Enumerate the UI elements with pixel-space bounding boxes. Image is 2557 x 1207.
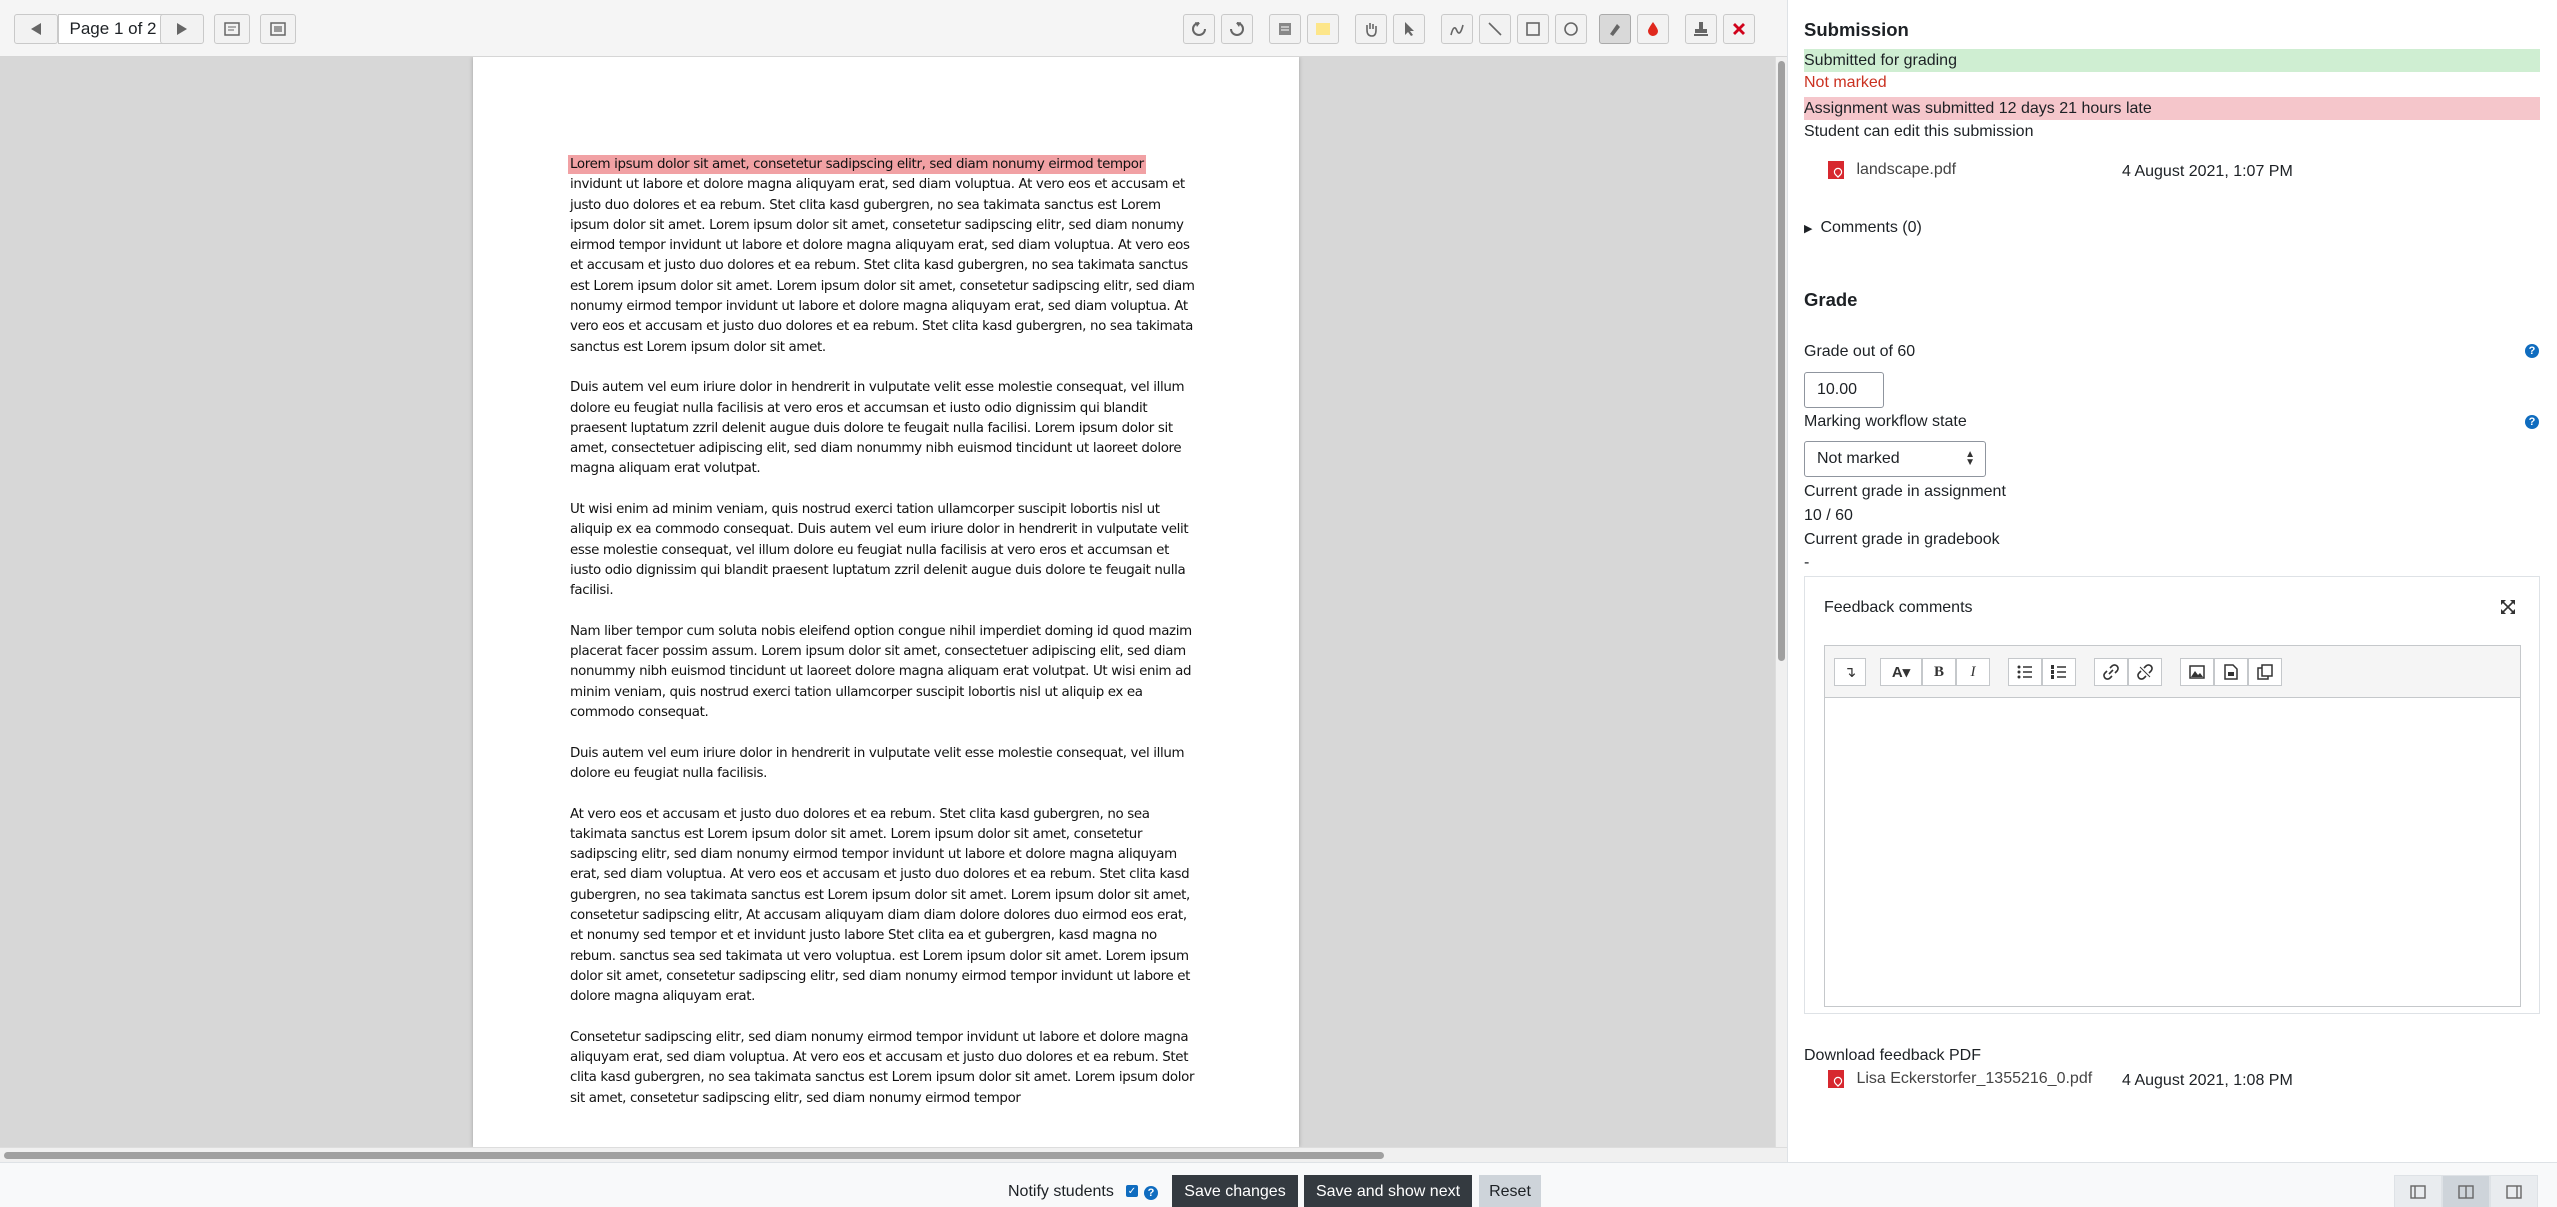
- media-file-icon: [2224, 664, 2238, 680]
- submission-file-date: 4 August 2021, 1:07 PM: [2122, 163, 2293, 180]
- save-changes-button[interactable]: Save changes: [1172, 1175, 1298, 1207]
- edit-notice: Student can edit this submission: [1804, 123, 2034, 140]
- current-grade-gradebook-label: Current grade in gradebook: [1804, 531, 2000, 548]
- scroll-thumb[interactable]: [4, 1152, 1384, 1159]
- comments-label: Comments (0): [1820, 219, 1922, 236]
- pdf-viewer[interactable]: [0, 57, 1775, 1147]
- current-grade-assignment-value: 10 / 60: [1804, 507, 1853, 524]
- current-grade-assignment-label: Current grade in assignment: [1804, 483, 2006, 500]
- pan-tool-button[interactable]: [1355, 14, 1387, 44]
- triangle-left-icon: [29, 22, 43, 36]
- feedback-file[interactable]: [1828, 1070, 2092, 1088]
- unlink-button[interactable]: [2128, 658, 2162, 686]
- expand-comments-button[interactable]: [260, 14, 296, 44]
- layout-collapse-review-button[interactable]: [2490, 1175, 2538, 1207]
- ordered-list-button[interactable]: [2042, 658, 2076, 686]
- panel-right-icon: [2506, 1185, 2522, 1199]
- workflow-state-select[interactable]: [1804, 441, 1986, 477]
- pdf-text: [570, 155, 1203, 1129]
- highlight-tool-button[interactable]: [1599, 14, 1631, 44]
- triangle-right-icon: [175, 22, 189, 36]
- search-comments-icon: [224, 21, 240, 37]
- bold-icon: B: [1933, 663, 1944, 680]
- italic-icon: I: [1970, 663, 1976, 680]
- expand-arrows-icon: [2500, 599, 2516, 615]
- pdf-page[interactable]: [473, 57, 1299, 1147]
- pdf-paragraph: Duis autem vel eum iriure dolor in hendrerit in vulputate velit esse molestie consequat, vel illum dolore eu feugiat nulla facilisis.: [570, 745, 1185, 781]
- insert-media-button[interactable]: [2214, 658, 2248, 686]
- comment-tool-button[interactable]: [1269, 14, 1301, 44]
- checkmark-icon: ✓: [1127, 1185, 1137, 1197]
- comment-color-button[interactable]: [1307, 14, 1339, 44]
- workflow-selected-value: Not marked: [1817, 450, 1900, 467]
- pdf-file-icon: [1828, 1070, 1844, 1088]
- notify-students-checkbox[interactable]: [1126, 1185, 1138, 1197]
- feedback-text-area[interactable]: [1825, 698, 2520, 1006]
- layout-collapse-grade-button[interactable]: [2394, 1175, 2442, 1207]
- horizontal-scrollbar[interactable]: [0, 1147, 1787, 1162]
- highlighter-icon: [1607, 21, 1623, 37]
- feedback-file-link[interactable]: Lisa Eckerstorfer_1355216_0.pdf: [1856, 1070, 2093, 1088]
- reset-button[interactable]: Reset: [1479, 1175, 1541, 1207]
- font-style-icon: A▾: [1891, 664, 1911, 681]
- manage-files-button[interactable]: [2248, 658, 2282, 686]
- hand-icon: [1363, 21, 1379, 37]
- stamp-tool-button[interactable]: [1685, 14, 1717, 44]
- feedback-file-date: 4 August 2021, 1:08 PM: [2122, 1072, 2293, 1089]
- pen-tool-button[interactable]: [1441, 14, 1473, 44]
- help-icon[interactable]: ?: [2525, 344, 2539, 358]
- pen-icon: [1449, 21, 1465, 37]
- save-and-show-next-button[interactable]: Save and show next: [1304, 1175, 1472, 1207]
- rotate-right-button[interactable]: [1221, 14, 1253, 44]
- bold-button[interactable]: [1922, 658, 1956, 686]
- yellow-swatch-icon: [1315, 21, 1331, 37]
- submission-status-badge: Submitted for grading: [1804, 49, 2540, 72]
- scroll-thumb[interactable]: [1778, 61, 1785, 661]
- submission-file-link[interactable]: landscape.pdf: [1856, 161, 1957, 179]
- help-icon[interactable]: ?: [1144, 1186, 1158, 1200]
- rectangle-tool-button[interactable]: [1517, 14, 1549, 44]
- feedback-editor: [1824, 645, 2521, 1007]
- grading-status-text: Not marked: [1804, 74, 1887, 91]
- action-bar: [0, 1162, 2557, 1207]
- paragraph-style-button[interactable]: [1880, 658, 1922, 686]
- highlight-annotation[interactable]: Lorem ipsum dolor sit amet, consetetur sadipscing elitr, sed diam nonumy eirmod tempor: [570, 157, 1144, 172]
- fullscreen-button[interactable]: [2500, 599, 2516, 620]
- cursor-icon: [1401, 21, 1417, 37]
- comments-toggle[interactable]: [1804, 219, 1922, 237]
- layout-default-button[interactable]: [2442, 1175, 2490, 1207]
- caret-right-icon: ▶: [1804, 223, 1813, 235]
- rotate-left-button[interactable]: [1183, 14, 1215, 44]
- italic-button[interactable]: [1956, 658, 1990, 686]
- notify-students-label: Notify students: [1008, 1183, 1114, 1200]
- pdf-paragraph-text: invidunt ut labore et dolore magna aliquyam erat, sed diam voluptua. At vero eos et accusam et justo duo dolores et ea rebum. Stet clita kasd gubergren, no sea takimata sanctus est Lorem ipsum dolor sit amet. Lorem ipsum dolor sit amet, consetetur sadipscing elitr, sed diam nonumy eirmod tempor invidunt ut labore et dolore magna aliquyam erat, sed diam voluptua. At vero eos et accusam et justo duo dolores et ea rebum. Stet clita kasd gubergren, no sea takimata sanctus est Lorem ipsum dolor sit amet. Lorem ipsum dolor sit amet, consetetur sadipscing elitr, sed diam nonumy eirmod tempor invidunt ut labore et dolore magna aliquyam erat, sed diam voluptua. At vero eos et accusam et justo duo dolores et ea rebum. Stet clita kasd gubergren, no sea takimata sanctus est Lorem ipsum dolor sit amet.: [570, 177, 1195, 355]
- rectangle-icon: [1525, 21, 1541, 37]
- comment-icon: [1277, 21, 1293, 37]
- grade-out-of-label: Grade out of 60: [1804, 343, 1916, 360]
- pdf-paragraph: Ut wisi enim ad minim veniam, quis nostrud exerci tation ullamcorper suscipit lobortis nisl ut aliquip ex ea commodo consequat. Duis autem vel eum iriure dolor in hendrerit in vulputate velit esse molestie consequat, vel illum dolore eu feugiat nulla facilisis at vero eros et accumsan et iusto odio dignissim qui blandit praesent luptatum zzril delenit augue duis dolore te feugait nulla facilisi.: [570, 502, 1189, 599]
- help-icon[interactable]: ?: [2525, 415, 2539, 429]
- bullet-list-icon: [2017, 665, 2033, 679]
- pdf-paragraph: Duis autem vel eum iriure dolor in hendrerit in vulputate velit esse molestie consequat, vel illum dolore eu feugiat nulla facilisis at vero eros et accumsan et iusto odio dignissim qui blandit praesent luptatum zzril delenit augue duis dolore te feugait nulla facilisi. Lorem ipsum dolor sit amet, consectetuer adipiscing elit, sed diam nonummy nibh euismod tincidunt ut laoreet dolore magna aliquam erat volutpat.: [570, 380, 1185, 477]
- image-icon: [2189, 665, 2205, 679]
- grading-pane: [1788, 0, 2557, 1162]
- select-arrows-icon: ▲ ▼: [1965, 449, 1975, 468]
- delete-annotation-button[interactable]: [1723, 14, 1755, 44]
- pdf-paragraph: [570, 155, 1203, 358]
- late-submission-notice: Assignment was submitted 12 days 21 hours late: [1804, 97, 2540, 120]
- link-button[interactable]: [2094, 658, 2128, 686]
- close-icon: [1731, 21, 1747, 37]
- workflow-label: Marking workflow state: [1804, 413, 1967, 430]
- next-page-button[interactable]: [160, 14, 204, 44]
- link-icon: [2103, 664, 2119, 680]
- toolbar-toggle-button[interactable]: [1834, 658, 1866, 686]
- insert-image-button[interactable]: [2180, 658, 2214, 686]
- annotation-color-button[interactable]: [1637, 14, 1669, 44]
- annotation-toolbar: [0, 0, 1787, 57]
- editor-toolbar: [1825, 646, 2520, 698]
- rotate-left-icon: [1191, 21, 1207, 37]
- expand-icon: [270, 21, 286, 37]
- pdf-paragraph: At vero eos et accusam et justo duo dolores et ea rebum. Stet clita kasd gubergren, no sea takimata sanctus est Lorem ipsum dolor sit amet. Lorem ipsum dolor sit amet, consetetur sadipscing elitr, sed diam nonumy eirmod tempor invidunt ut labore et dolore magna aliquyam erat, sed diam voluptua. At vero eos et accusam et justo duo dolores et ea rebum. Stet clita kasd gubergren, no sea takimata sanctus est Lorem ipsum dolor sit amet. Lorem ipsum dolor sit amet, consetetur sadipscing elitr, At accusam aliquyam diam diam dolore dolores duo eirmod eos erat, et nonumy sed tempor et et invidunt justo labore Stet clita ea et gubergren, kasd magna no rebum. sanctus sea sed takimata ut vero voluptua. est Lorem ipsum dolor sit amet. Lorem ipsum dolor sit amet, consetetur sadipscing elitr, sed diam nonumy eirmod tempor invidunt ut labore et dolore magna aliquyam erat.: [570, 806, 1191, 1005]
- rotate-right-icon: [1229, 21, 1245, 37]
- oval-tool-button[interactable]: [1555, 14, 1587, 44]
- grade-heading: Grade: [1804, 289, 1858, 310]
- page-indicator[interactable]: Page 1 of 2: [58, 14, 168, 44]
- red-drop-icon: [1645, 21, 1661, 37]
- feedback-heading: Feedback comments: [1824, 599, 1973, 616]
- stamp-icon: [1693, 21, 1709, 37]
- submission-heading: Submission: [1804, 19, 1909, 40]
- current-grade-gradebook-value: -: [1804, 554, 1810, 571]
- select-tool-button[interactable]: [1393, 14, 1425, 44]
- pdf-paragraph: Nam liber tempor cum soluta nobis eleifend option congue nihil imperdiet doming id quod mazim placerat facer possim assum. Lorem ipsum dolor sit amet, consectetuer adipiscing elit, sed diam nonummy nibh euismod tincidunt ut laoreet dolore magna aliquam erat volutpat. Ut wisi enim ad minim veniam, quis nostrud exerci tation ullamcorper suscipit lobortis nisl ut aliquip ex ea commodo consequat.: [570, 623, 1192, 721]
- previous-page-button[interactable]: [14, 14, 58, 44]
- pdf-file-icon: [1828, 161, 1844, 179]
- vertical-scrollbar[interactable]: [1775, 57, 1787, 1147]
- pdf-paragraph: Consetetur sadipscing elitr, sed diam nonumy eirmod tempor invidunt ut labore et dolore magna aliquyam erat, sed diam voluptua. At vero eos et accusam et justo duo dolores et ea rebum. Stet clita kasd gubergren, no sea takimata sanctus est Lorem ipsum dolor sit amet. Lorem ipsum dolor sit amet, consetetur sadipscing elitr, sed diam nonumy eirmod tempor: [570, 1029, 1195, 1106]
- files-icon: [2257, 664, 2273, 680]
- grade-input[interactable]: [1804, 372, 1884, 408]
- panel-left-icon: [2410, 1185, 2426, 1199]
- search-comments-button[interactable]: [214, 14, 250, 44]
- grade-value: 10.00: [1817, 381, 1858, 398]
- submission-file[interactable]: [1828, 161, 1956, 179]
- panel-split-icon: [2458, 1185, 2474, 1199]
- line-icon: [1487, 21, 1503, 37]
- download-feedback-label: Download feedback PDF: [1804, 1047, 1981, 1064]
- oval-icon: [1563, 21, 1579, 37]
- unlink-icon: [2137, 664, 2153, 680]
- toggle-arrow-icon: ↴: [1843, 664, 1857, 681]
- line-tool-button[interactable]: [1479, 14, 1511, 44]
- unordered-list-button[interactable]: [2008, 658, 2042, 686]
- numbered-list-icon: [2051, 665, 2067, 679]
